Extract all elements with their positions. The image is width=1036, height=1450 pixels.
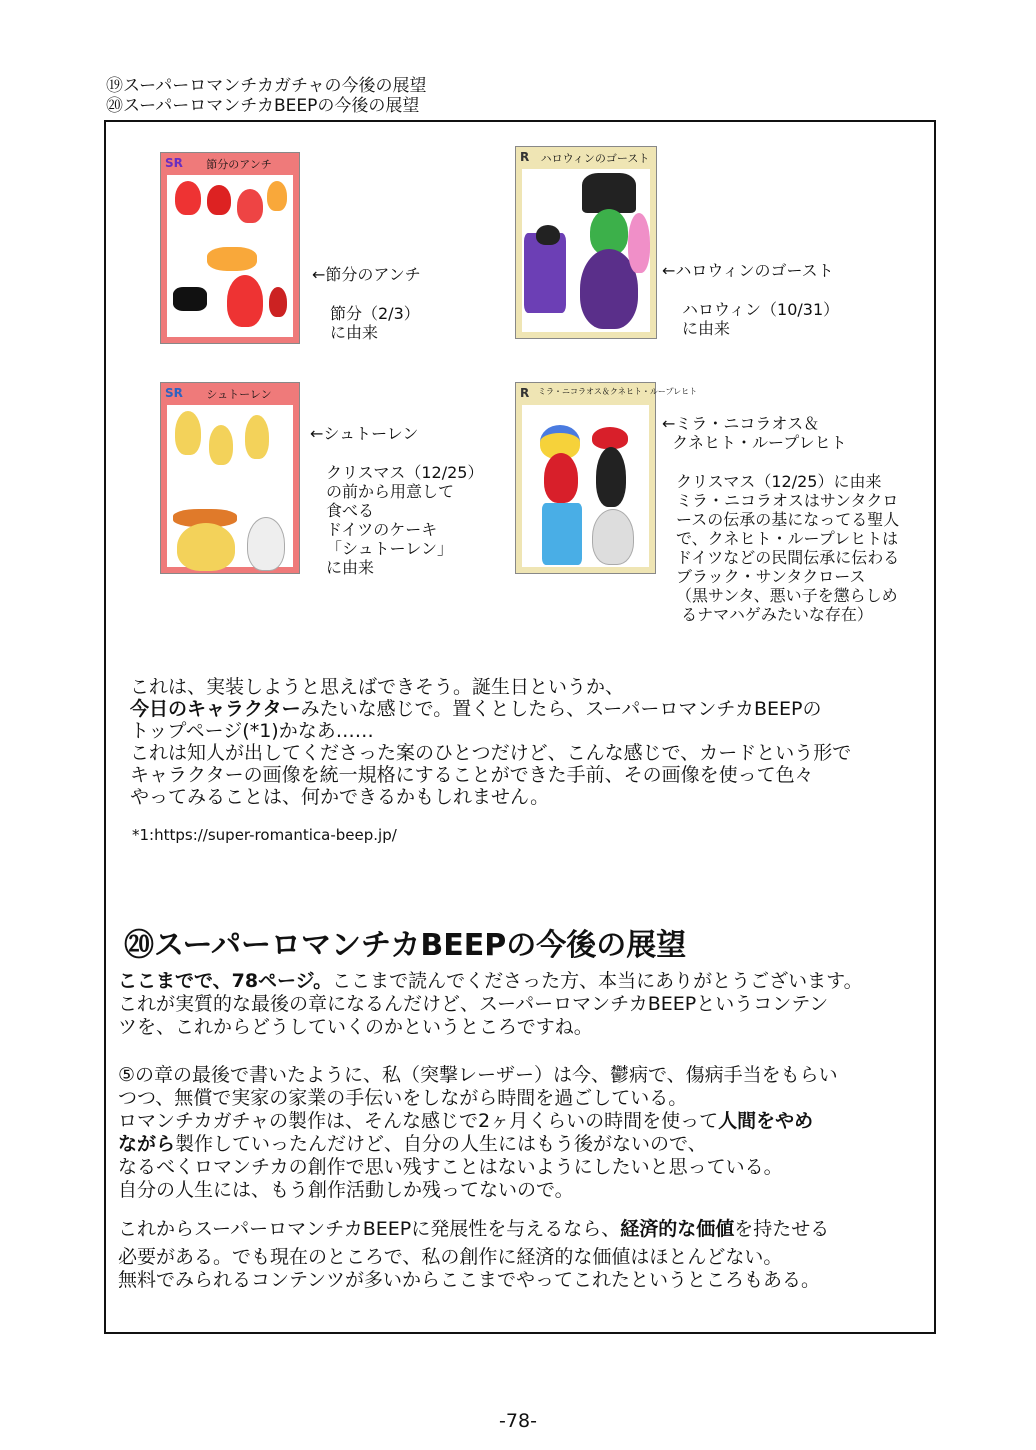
para3-line: 自分の人生には、もう創作活動しか残ってないので。 bbox=[118, 1179, 574, 1201]
card-setsubun bbox=[160, 152, 300, 344]
card-mira-knecht bbox=[515, 382, 698, 574]
para4-line bbox=[118, 1218, 829, 1240]
para2-line: ツを、これからどうしていくのかというところですね。 bbox=[118, 1016, 593, 1038]
card-art bbox=[522, 405, 649, 567]
card-rarity: SR bbox=[165, 386, 183, 400]
emphasis-text: 経済的な価値 bbox=[620, 1218, 735, 1240]
para1-line bbox=[130, 698, 821, 720]
para1-line: やってみることは、何かできるかもしれません。 bbox=[130, 786, 550, 808]
section-heading: ⑳スーパーロマンチカBEEPの今後の展望 bbox=[124, 928, 687, 963]
para2-text: ここまで読んでくださった方、本当にありがとうございます。 bbox=[332, 970, 863, 992]
card-title: ハロウィンのゴースト bbox=[540, 152, 650, 165]
para4-line: 必要がある。でも現在のところで、私の創作に経済的な価値はほとんどない。 bbox=[118, 1246, 783, 1268]
card-origin-label: クリスマス（12/25） の前から用意して 食べる ドイツのケーキ 「シュトーレン」 に由来 bbox=[326, 463, 484, 577]
emphasis-text: ながら bbox=[118, 1133, 176, 1155]
para3-line: つつ、無償で実家の家業の手伝いをしながら時間を過ごしている。 bbox=[118, 1087, 688, 1109]
para4-text: を持たせる bbox=[734, 1218, 830, 1240]
para1-line: これは知人が出してくださった案のひとつだけど、こんな感じで、カードという形で bbox=[130, 742, 852, 764]
para3-line bbox=[118, 1110, 813, 1132]
card-origin-label: クリスマス（12/25）に由来 ミラ・ニコラオスはサンタクロ ースの伝承の基になってる聖人 で、クネヒト・ループレヒトは ドイツなどの民間伝承に伝わる ブラック・サンタクロース （黒サンタ、悪い子を懲らしめ るナマハゲみたいな存在） bbox=[676, 472, 900, 624]
card-rarity: R bbox=[520, 386, 530, 400]
para3-line: ⑤の章の最後で書いたように、私（突撃レーザー）は今、鬱病で、傷病手当をもらい bbox=[118, 1064, 838, 1086]
para3-text: 製作していったんだけど、自分の人生にはもう後がないので、 bbox=[175, 1133, 707, 1155]
card-title: 節分のアンチ bbox=[206, 158, 272, 171]
card-halloween bbox=[515, 146, 657, 339]
card-name-label: ←ミラ・ニコラオス＆ クネヒト・ループレヒト bbox=[662, 414, 847, 452]
page-number: -78- bbox=[499, 1410, 537, 1432]
card-title: ミラ・ニコラオス＆クネヒト・ループレヒト bbox=[538, 387, 698, 396]
para1-line: これは、実装しようと思えばできそう。誕生日というか、 bbox=[130, 676, 625, 698]
emphasis-text: 今日のキャラクター bbox=[130, 698, 301, 720]
para1-line: キャラクターの画像を統一規格にすることができた手前、その画像を使って色々 bbox=[130, 764, 814, 786]
emphasis-text: ここまでで、78ページ。 bbox=[118, 970, 333, 992]
card-art bbox=[167, 405, 293, 567]
card-origin-label: 節分（2/3） に由来 bbox=[330, 304, 420, 342]
para4-line: 無料でみられるコンテンツが多いからここまでやってこれたというところもある。 bbox=[118, 1269, 821, 1291]
card-stollen bbox=[160, 382, 300, 574]
para2-line bbox=[118, 970, 863, 992]
para3-line: なるべくロマンチカの創作で思い残すことはないようにしたいと思っている。 bbox=[118, 1156, 783, 1178]
para4-text: これからスーパーロマンチカBEEPに発展性を与えるなら、 bbox=[118, 1218, 621, 1240]
card-rarity: SR bbox=[165, 156, 183, 170]
card-rarity: R bbox=[520, 150, 530, 164]
para1-line: トップページ(*1)かなあ…… bbox=[130, 720, 374, 742]
card-name-label: ←ハロウィンのゴースト bbox=[662, 261, 834, 280]
para2-line: これが実質的な最後の章になるんだけど、スーパーロマンチカBEEPというコンテン bbox=[118, 993, 829, 1015]
card-title: シュトーレン bbox=[206, 388, 272, 401]
card-name-label: ←シュトーレン bbox=[310, 424, 419, 443]
card-art bbox=[167, 175, 293, 337]
card-art bbox=[522, 169, 650, 332]
para1-text: みたいな感じで。置くとしたら、スーパーロマンチカBEEPの bbox=[300, 698, 822, 720]
card-origin-label: ハロウィン（10/31） に由来 bbox=[682, 300, 840, 338]
card-name-label: ←節分のアンチ bbox=[312, 265, 421, 284]
header-line-2: ⑳スーパーロマンチカBEEPの今後の展望 bbox=[106, 96, 420, 116]
header-line-1: ⑲スーパーロマンチカガチャの今後の展望 bbox=[106, 76, 427, 96]
para3-text: ロマンチカガチャの製作は、そんな感じで2ヶ月くらいの時間を使って bbox=[118, 1110, 719, 1132]
para3-line bbox=[118, 1133, 707, 1155]
footnote: *1:https://super-romantica-beep.jp/ bbox=[132, 826, 397, 844]
emphasis-text: 人間をやめ bbox=[718, 1110, 814, 1132]
